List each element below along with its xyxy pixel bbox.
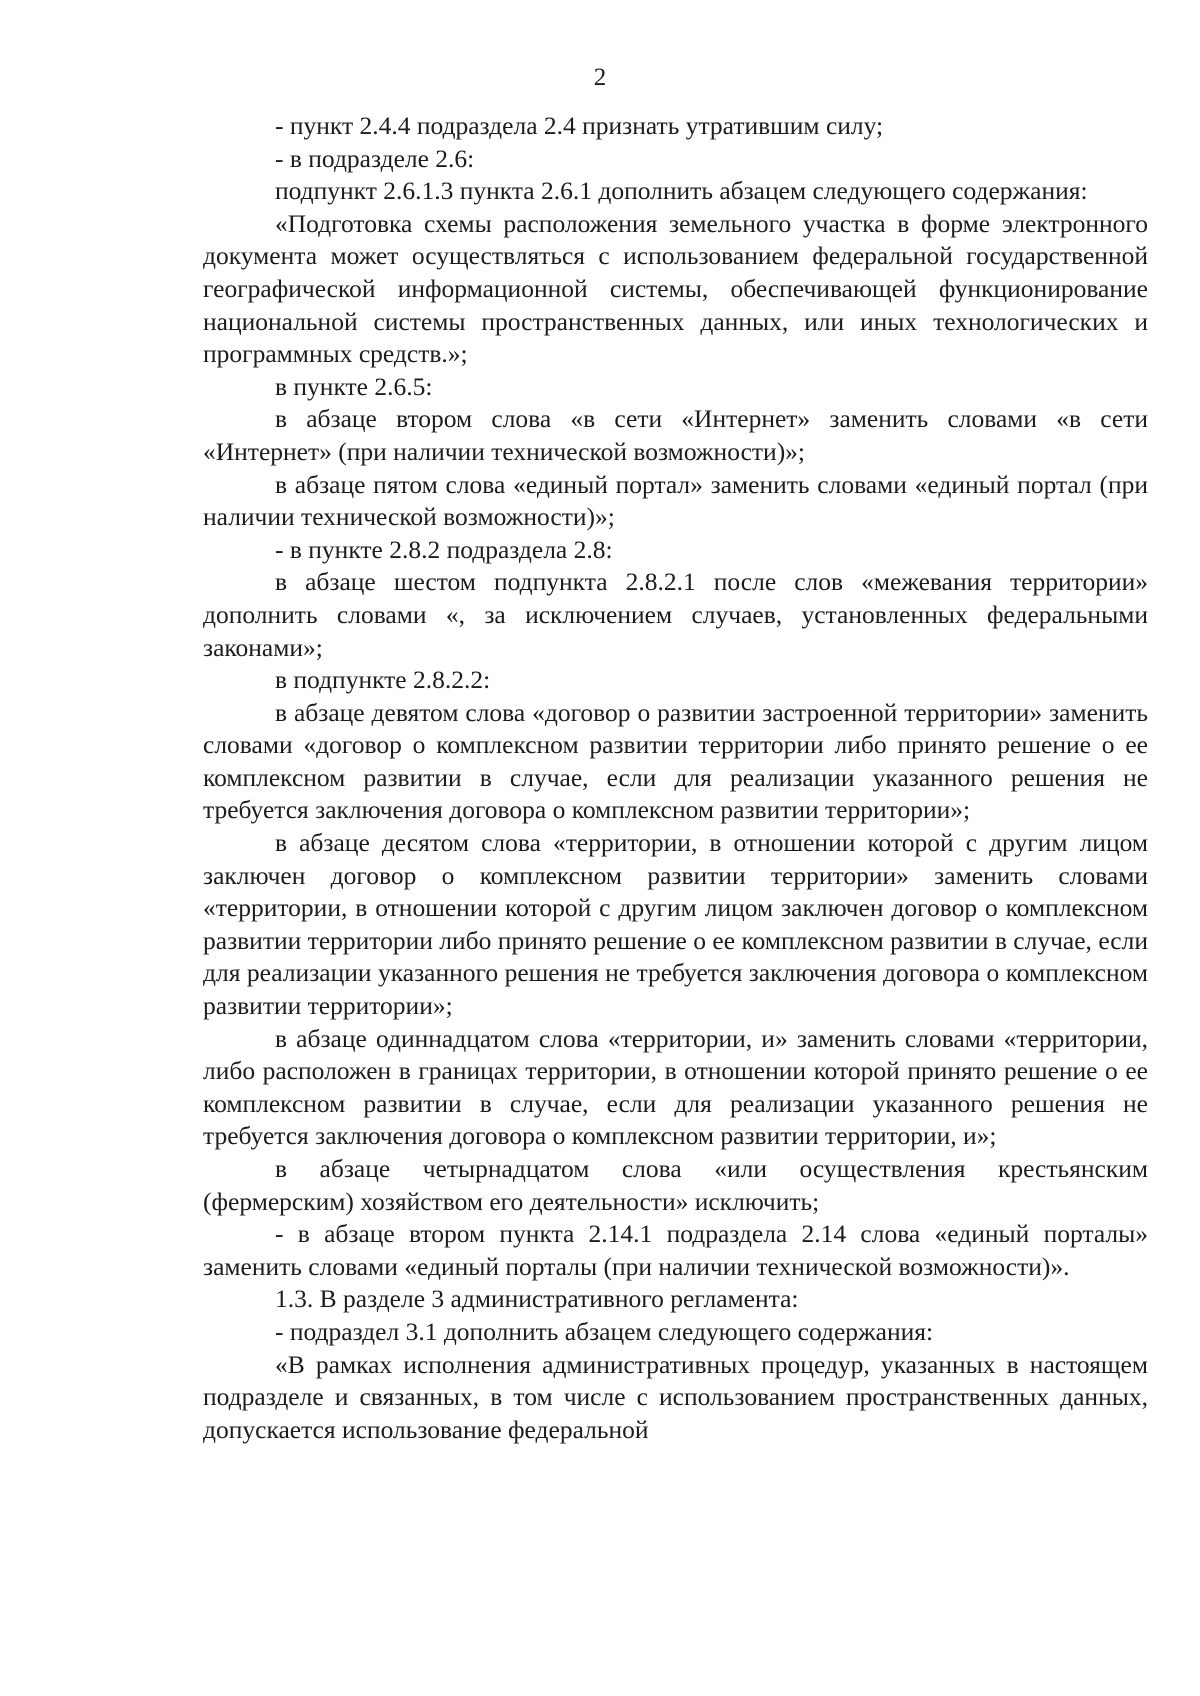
- paragraph-quote-admin-procedures: «В рамках исполнения административных процедур, указанных в настоящем подразделе и связанных, в том числе с использованием пространственных данных, допускается использование федеральной: [203, 1349, 1148, 1444]
- paragraph-sixth-abzats-2-8-2-1: в абзаце шестом подпункта 2.8.2.1 после слов «межевания территории» дополнить словами «, за исключением случаев, установленных федеральными законами»;: [203, 567, 1148, 662]
- paragraph-item-2-8-2: - в пункте 2.8.2 подраздела 2.8:: [275, 534, 613, 564]
- paragraph-subsection-3-1: - подраздел 3.1 дополнить абзацем следующего содержания:: [275, 1316, 934, 1346]
- paragraph-quote-scheme-preparation: «Подготовка схемы расположения земельного участка в форме электронного документа может осуществляться с использованием федеральной государственной географической информационной системы, обеспечивающей функционирование национальной системы пространственных данных, или иных технологических и программных средств.»;: [203, 208, 1148, 369]
- paragraph-item-2-6-5: в пункте 2.6.5:: [275, 371, 433, 401]
- paragraph-tenth-abzats: в абзаце десятом слова «территории, в отношении которой с другим лицом заключен договор о комплексном развитии территории» заменить словами «территории, в отношении которой с другим лицом заключен договор о комплексном развитии территории либо принято решение о ее комплексном развитии в случае, если для реализации указанного решения не требуется заключения договора о комплексном развитии территории»;: [203, 828, 1148, 1021]
- document-body: [203, 110, 1148, 1446]
- paragraph-eleventh-abzats: в абзаце одиннадцатом слова «территории, и» заменить словами «территории, либо расположен в границах территории, в отношении которой принято решение о ее комплексном развитии в случае, если для реализации указанного решения не требуется заключения договора о комплексном развитии территории, и»;: [203, 1023, 1148, 1151]
- paragraph-fifth-abzats-portal: в абзаце пятом слова «единый портал» заменить словами «единый портал (при наличии технической возможности)»;: [203, 469, 1148, 532]
- paragraph-subitem-2-8-2-2: в подпункте 2.8.2.2:: [275, 665, 491, 695]
- paragraph-second-abzats-internet: в абзаце втором слова «в сети «Интернет» заменить словами «в сети «Интернет» (при наличии технической возможности)»;: [203, 404, 1148, 466]
- paragraph-ninth-abzats: в абзаце девятом слова «договор о развитии застроенной территории» заменить словами «договор о комплексном развитии территории либо принято решение о ее комплексном развитии в случае, если для реализации указанного решения не требуется заключения договора о комплексном развитии территории»;: [203, 697, 1148, 825]
- paragraph-item-2-14-1: - в абзаце втором пункта 2.14.1 подраздела 2.14 слова «единый порталы» заменить словами «единый порталы (при наличии технической возможности)».: [203, 1219, 1148, 1281]
- paragraph-section-1-3: 1.3. В разделе 3 административного регламента:: [275, 1284, 799, 1314]
- paragraph-subitem-2-6-1-3: подпункт 2.6.1.3 пункта 2.6.1 дополнить абзацем следующего содержания:: [275, 176, 1088, 206]
- paragraph-subsection-2-6: - в подразделе 2.6:: [275, 143, 475, 173]
- paragraph-item-2-4-4-repealed: - пункт 2.4.4 подраздела 2.4 признать утратившим силу;: [275, 111, 884, 140]
- paragraph-fourteenth-abzats: в абзаце четырнадцатом слова «или осуществления крестьянским (фермерским) хозяйством его деятельности» исключить;: [203, 1154, 1148, 1216]
- page-number: 2: [593, 64, 607, 91]
